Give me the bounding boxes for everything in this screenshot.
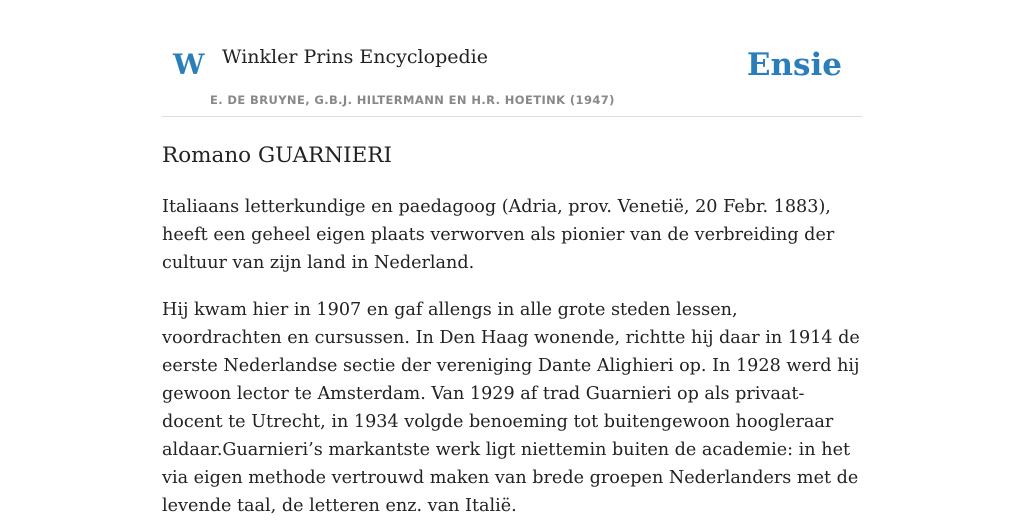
article-title: Romano GUARNIERI [162, 143, 392, 168]
winkler-prins-logo[interactable]: W [173, 48, 205, 81]
article-paragraph: Hij kwam hier in 1907 en gaf allengs in alle grote steden lessen, voordrachten en cursussen. In Den Haag wonende, richtte hij daar in 1914 de eerste Nederlandse sectie der vereniging Dante Alighieri op. In 1928 werd hij gewoon lector te Amsterdam. Van 1929 af trad Guarnieri op als privaat-docent te Utrecht, in 1934 volgde benoeming tot buitengewoon hoogleraar aldaar.Guarnieri’s markantste werk ligt niettemin buiten de academie: in het via eigen methode vertrouwd maken van brede groepen Nederlanders met de levende taal, de letteren enz. van Italië. [162, 300, 860, 516]
ensie-logo[interactable]: Ensie [746, 47, 842, 83]
article-page [162, 0, 862, 520]
source-authors: E. DE BRUYNE, G.B.J. HILTERMANN EN H.R. HOETINK (1947) [210, 93, 615, 107]
source-title[interactable]: Winkler Prins Encyclopedie [222, 46, 488, 68]
source-header [162, 0, 862, 117]
article-paragraph: Italiaans letterkundige en paedagoog (Adria, prov. Venetië, 20 Febr. 1883), heeft een geheel eigen plaats verworven als pionier van de verbreiding der cultuur van zijn land in Nederland. [162, 197, 835, 273]
